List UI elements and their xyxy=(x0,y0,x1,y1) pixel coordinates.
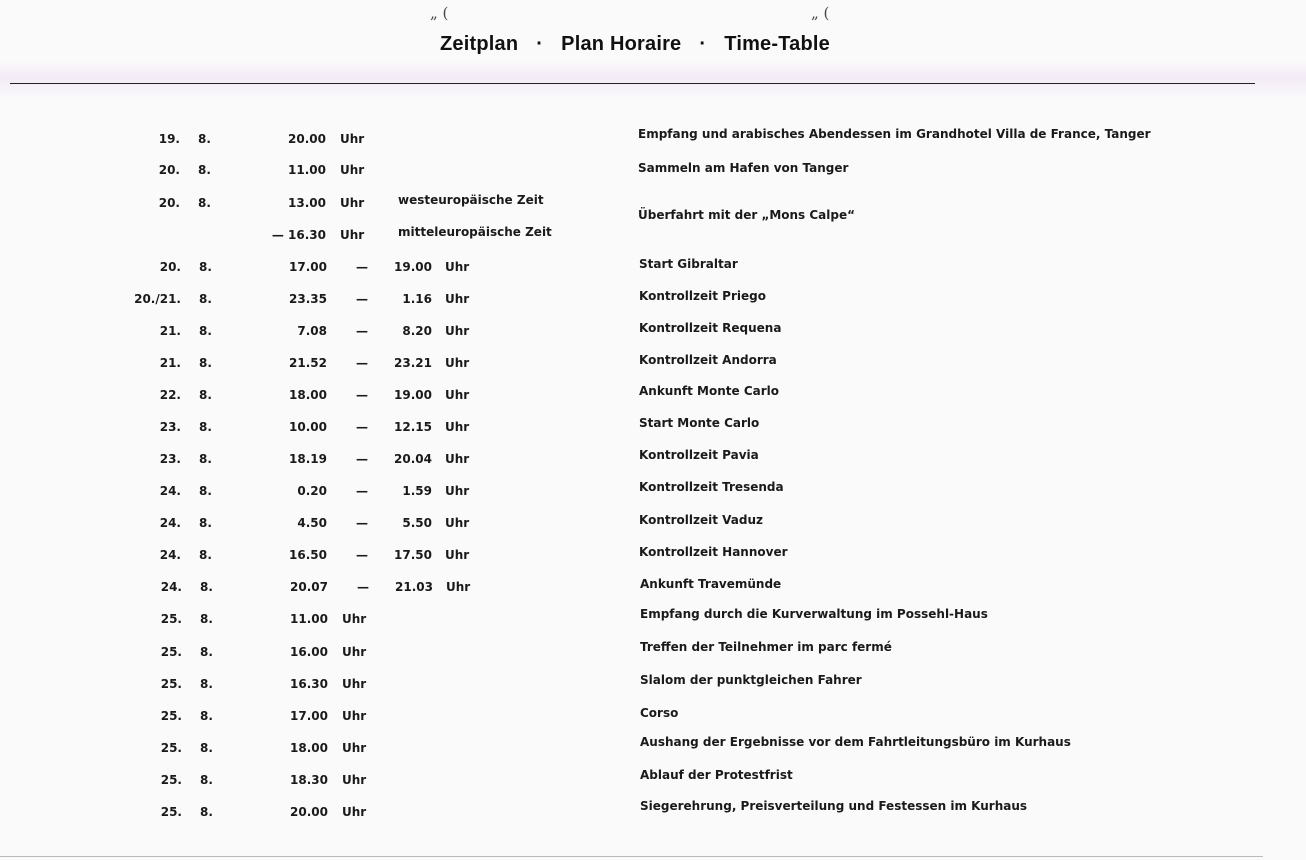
row-month: 8. xyxy=(199,484,212,498)
row-month: 8. xyxy=(199,548,212,562)
row-event: Kontrollzeit Priego xyxy=(639,289,766,303)
bottom-rule xyxy=(0,856,1263,857)
row-end-unit: Uhr xyxy=(445,420,470,434)
row-unit: Uhr xyxy=(340,228,365,242)
row-end: 1.16 xyxy=(402,292,432,306)
header-rule xyxy=(10,83,1255,84)
row-month: 8. xyxy=(198,196,211,210)
row-time: 23.35 xyxy=(289,292,327,306)
row-event: Start Gibraltar xyxy=(639,257,738,271)
row-month: 8. xyxy=(199,260,212,274)
row-dash: — xyxy=(356,548,368,562)
row-day: 20. xyxy=(159,260,181,274)
row-dash: — xyxy=(357,580,369,594)
row-month: 8. xyxy=(199,420,212,434)
row-end: 8.20 xyxy=(402,324,432,338)
row-time: 18.00 xyxy=(289,388,327,402)
title-separator: · xyxy=(536,33,544,55)
row-dash: — xyxy=(356,516,368,530)
title-english: Time-Table xyxy=(724,33,830,55)
row-time: 17.00 xyxy=(290,709,328,723)
row-unit: Uhr xyxy=(342,773,367,787)
row-time: 10.00 xyxy=(289,420,327,434)
row-dash: — xyxy=(356,420,368,434)
row-unit: Uhr xyxy=(340,163,365,177)
title-french: Plan Horaire xyxy=(561,33,682,55)
row-day: 24. xyxy=(159,516,181,530)
row-end-unit: Uhr xyxy=(445,388,470,402)
row-unit: Uhr xyxy=(342,741,367,755)
row-month: 8. xyxy=(200,805,213,819)
row-month: 8. xyxy=(199,324,212,338)
row-unit: Uhr xyxy=(342,677,367,691)
row-time: 4.50 xyxy=(297,516,327,530)
row-event: Kontrollzeit Vaduz xyxy=(639,513,763,527)
row-day: 25. xyxy=(160,612,182,626)
row-month: 8. xyxy=(200,709,213,723)
scan-tint xyxy=(0,60,1306,100)
row-end-unit: Uhr xyxy=(445,260,470,274)
quote-mark-right: „ ( xyxy=(811,4,830,22)
row-time: 20.07 xyxy=(290,580,328,594)
row-time: 18.00 xyxy=(290,741,328,755)
row-time: 0.20 xyxy=(297,484,327,498)
row-month: 8. xyxy=(199,388,212,402)
row-end-unit: Uhr xyxy=(445,356,470,370)
row-day: 22. xyxy=(159,388,181,402)
row-month: 8. xyxy=(200,677,213,691)
row-end: 12.15 xyxy=(394,420,432,434)
row-unit: Uhr xyxy=(342,709,367,723)
row-event: Überfahrt mit der „Mons Calpe“ xyxy=(638,208,856,222)
row-dash: — xyxy=(356,356,368,370)
row-time: 21.52 xyxy=(289,356,327,370)
row-month: 8. xyxy=(199,452,212,466)
row-event: Aushang der Ergebnisse vor dem Fahrtleitungsbüro im Kurhaus xyxy=(640,735,1071,749)
row-event: Ankunft Monte Carlo xyxy=(639,384,779,398)
row-event: Siegerehrung, Preisverteilung und Festessen im Kurhaus xyxy=(640,799,1028,813)
row-month: 8. xyxy=(199,292,212,306)
row-event: Slalom der punktgleichen Fahrer xyxy=(640,673,862,687)
row-event: Start Monte Carlo xyxy=(639,416,760,430)
row-end-unit: Uhr xyxy=(445,548,470,562)
row-end: 1.59 xyxy=(402,484,432,498)
row-event: Sammeln am Hafen von Tanger xyxy=(638,161,849,175)
row-event: Kontrollzeit Hannover xyxy=(639,545,788,559)
row-end: 19.00 xyxy=(394,388,432,402)
row-end-unit: Uhr xyxy=(446,580,471,594)
row-time: 20.00 xyxy=(290,805,328,819)
row-month: 8. xyxy=(200,612,213,626)
row-time: 7.08 xyxy=(297,324,327,338)
row-end: 19.00 xyxy=(394,260,432,274)
quote-mark-left: „ ( xyxy=(430,4,449,22)
row-event: Ankunft Travemünde xyxy=(640,577,782,591)
row-time: 16.50 xyxy=(289,548,327,562)
row-end: 23.21 xyxy=(394,356,432,370)
row-time: 20.00 xyxy=(288,132,326,146)
row-month: 8. xyxy=(200,645,213,659)
row-event: Corso xyxy=(640,706,679,720)
row-unit: Uhr xyxy=(340,132,365,146)
row-month: 8. xyxy=(198,132,211,146)
row-time: — 16.30 xyxy=(271,228,326,242)
row-day: 21. xyxy=(159,356,181,370)
row-day: 20. xyxy=(158,196,180,210)
row-time: 18.19 xyxy=(289,452,327,466)
row-end-unit: Uhr xyxy=(445,452,470,466)
row-event: Kontrollzeit Requena xyxy=(639,321,782,335)
row-unit: Uhr xyxy=(342,612,367,626)
row-time: 16.00 xyxy=(290,645,328,659)
row-month: 8. xyxy=(199,516,212,530)
row-end: 17.50 xyxy=(394,548,432,562)
row-time: 11.00 xyxy=(288,163,326,177)
row-month: 8. xyxy=(200,773,213,787)
row-unit: Uhr xyxy=(342,645,367,659)
row-month: 8. xyxy=(199,356,212,370)
title-separator: · xyxy=(699,33,707,55)
row-day: 25. xyxy=(160,773,182,787)
row-end: 20.04 xyxy=(394,452,432,466)
row-dash: — xyxy=(356,260,368,274)
row-time: 13.00 xyxy=(288,196,326,210)
row-event: Empfang und arabisches Abendessen im Grandhotel Villa de France, Tanger xyxy=(638,127,1151,141)
row-month: 8. xyxy=(200,580,213,594)
row-unit: Uhr xyxy=(342,805,367,819)
row-day: 24. xyxy=(159,548,181,562)
row-month: 8. xyxy=(198,163,211,177)
row-time: 16.30 xyxy=(290,677,328,691)
row-day: 25. xyxy=(160,677,182,691)
row-day: 25. xyxy=(160,805,182,819)
row-day: 19. xyxy=(158,132,180,146)
row-day: 21. xyxy=(159,324,181,338)
row-note: mitteleuropäische Zeit xyxy=(398,225,552,239)
row-event: Kontrollzeit Tresenda xyxy=(639,480,784,494)
row-event: Ablauf der Protestfrist xyxy=(640,768,793,782)
row-end: 21.03 xyxy=(395,580,433,594)
row-event: Kontrollzeit Andorra xyxy=(639,353,777,367)
page-title xyxy=(0,33,1270,56)
row-time: 17.00 xyxy=(289,260,327,274)
row-day: 23. xyxy=(159,420,181,434)
row-month: 8. xyxy=(200,741,213,755)
row-day: 24. xyxy=(160,580,182,594)
row-day: 23. xyxy=(159,452,181,466)
row-day: 25. xyxy=(160,709,182,723)
title-german: Zeitplan xyxy=(440,33,519,55)
row-day: 20. xyxy=(158,163,180,177)
row-event: Treffen der Teilnehmer im parc fermé xyxy=(640,640,892,654)
row-event: Empfang durch die Kurverwaltung im Possehl-Haus xyxy=(640,607,988,621)
row-event: Kontrollzeit Pavia xyxy=(639,448,759,462)
row-note: westeuropäische Zeit xyxy=(398,193,544,207)
row-end: 5.50 xyxy=(402,516,432,530)
row-end-unit: Uhr xyxy=(445,324,470,338)
row-dash: — xyxy=(356,452,368,466)
row-day: 25. xyxy=(160,645,182,659)
row-dash: — xyxy=(356,292,368,306)
row-day: 25. xyxy=(160,741,182,755)
row-time: 11.00 xyxy=(290,612,328,626)
row-unit: Uhr xyxy=(340,196,365,210)
row-end-unit: Uhr xyxy=(445,484,470,498)
row-time: 18.30 xyxy=(290,773,328,787)
row-end-unit: Uhr xyxy=(445,516,470,530)
row-day: 24. xyxy=(159,484,181,498)
row-dash: — xyxy=(356,388,368,402)
row-end-unit: Uhr xyxy=(445,292,470,306)
row-dash: — xyxy=(356,484,368,498)
row-day: 20./21. xyxy=(134,292,181,306)
row-dash: — xyxy=(356,324,368,338)
